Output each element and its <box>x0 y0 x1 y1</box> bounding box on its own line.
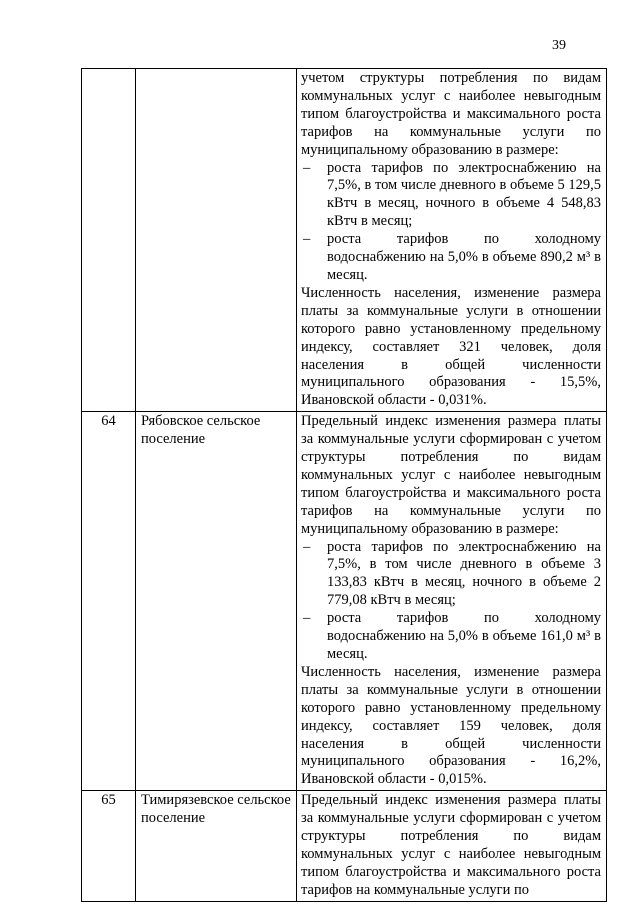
table-row <box>82 69 607 412</box>
dash-marker: – <box>303 231 311 248</box>
municipality-name <box>136 69 297 412</box>
row-number: 64 <box>82 412 136 791</box>
list-item <box>301 231 601 285</box>
electric-tariff-text: роста тарифов по электроснабжению на 7,5%, в том числе дневного в объеме 3 133,83 кВтч в месяц, ночного в объеме 2 779,08 кВтч в месяц; <box>327 538 601 609</box>
list-item <box>301 160 601 232</box>
tariff-list <box>301 160 601 285</box>
table-row <box>82 791 607 901</box>
municipality-name: Рябовское сельское поселение <box>136 412 297 791</box>
dash-marker: – <box>303 610 311 627</box>
population-text: Численность населения, изменение размера платы за коммунальные услуги в отношении которого равно установленному предельному индексу, составляет 159 человек, доля населения в общей численности муниципального образования - 16,2%, Ивановской области - 0,015%. <box>301 663 601 788</box>
intro-text: Предельный индекс изменения размера платы за коммунальные услуги сформирован с учетом структуры потребления по видам коммунальных услуг с наиболее невыгодным типом благоустройства и максимального роста тарифов на коммунальные услуги по <box>301 792 601 898</box>
intro-text: учетом структуры потребления по видам коммунальных услуг с наиболее невыгодным типом благоустройства и максимального роста тарифов на коммунальные услуги по муниципальному образованию в размере: <box>301 70 601 158</box>
water-tariff-text: роста тарифов по холодному водоснабжению на 5,0% в объеме 890,2 м³ в месяц. <box>327 231 601 283</box>
dash-marker: – <box>303 159 311 176</box>
description-cell <box>297 412 607 791</box>
list-item <box>301 610 601 664</box>
dash-marker: – <box>303 538 311 555</box>
population-text: Численность населения, изменение размера платы за коммунальные услуги в отношении которого равно установленному предельному индексу, составляет 321 человек, доля населения в общей численности муниципального образования - 15,5%, Ивановской области - 0,031%. <box>301 284 601 409</box>
electric-tariff-text: роста тарифов по электроснабжению на 7,5%, в том числе дневного в объеме 5 129,5 кВтч в месяц, ночного в объеме 4 548,83 кВтч в месяц; <box>327 159 601 230</box>
table-row <box>82 412 607 791</box>
row-number: 65 <box>82 791 136 901</box>
page-number: 39 <box>552 38 566 53</box>
description-cell <box>297 69 607 412</box>
intro-text: Предельный индекс изменения размера платы за коммунальные услуги сформирован с учетом структуры потребления по видам коммунальных услуг с наиболее невыгодным типом благоустройства и максимального роста тарифов на коммунальные услуги по муниципальному образованию в размере: <box>301 413 601 537</box>
water-tariff-text: роста тарифов по холодному водоснабжению на 5,0% в объеме 161,0 м³ в месяц. <box>327 610 601 662</box>
list-item <box>301 539 601 611</box>
row-number <box>82 69 136 412</box>
tariff-list <box>301 539 601 664</box>
municipality-name: Тимирязевское сельское поселение <box>136 791 297 901</box>
description-cell <box>297 791 607 901</box>
tariff-table <box>81 68 607 902</box>
